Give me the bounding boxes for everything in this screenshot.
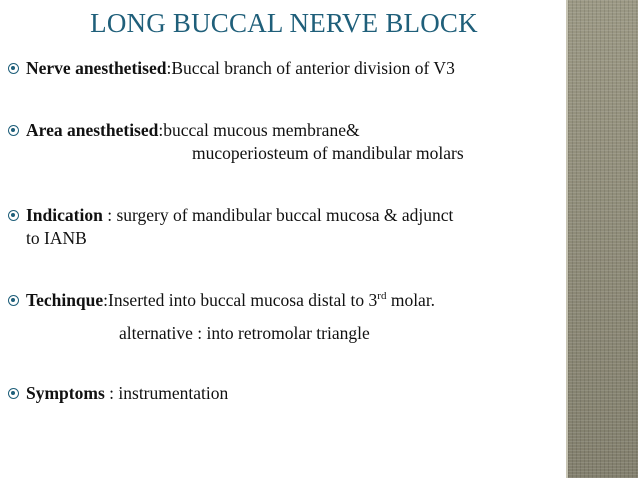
item-text-after: molar. [386,290,436,310]
bullet-area-anesthetised [8,119,558,165]
item-text: buccal mucous membrane& [163,120,360,140]
bullet-icon [8,295,19,306]
item-continuation: to IANB [26,228,87,248]
item-text: Inserted into buccal mucosa distal to 3 [108,290,378,310]
slide-title: LONG BUCCAL NERVE BLOCK [90,8,478,38]
item-text: instrumentation [118,383,229,403]
item-label: Area anesthetised [26,120,159,140]
bullet-nerve-anesthetised [8,57,558,80]
item-text: Buccal branch of anterior division of V3 [171,58,455,78]
item-continuation: alternative : into retromolar triangle [119,323,370,343]
decorative-sidebar [568,0,638,478]
bullet-icon [8,63,19,74]
item-separator: : [158,120,164,140]
bullet-symptoms [8,382,558,405]
bullet-icon [8,210,19,221]
item-label: Indication [26,205,103,225]
bullet-icon [8,125,19,136]
bullet-indication [8,204,558,250]
item-separator: : [166,58,172,78]
item-separator: : [102,205,117,225]
item-label: Nerve anesthetised [26,58,167,78]
item-superscript: rd [377,290,387,303]
item-continuation: mucoperiosteum of mandibular molars [192,143,464,163]
bullet-icon [8,388,19,399]
item-label: Techinque [26,290,104,310]
item-separator: : [104,383,119,403]
item-label: Symptoms [26,383,105,403]
item-separator: : [103,290,109,310]
item-text: surgery of mandibular buccal mucosa & adjunct [116,205,454,225]
bullet-technique [8,289,558,345]
